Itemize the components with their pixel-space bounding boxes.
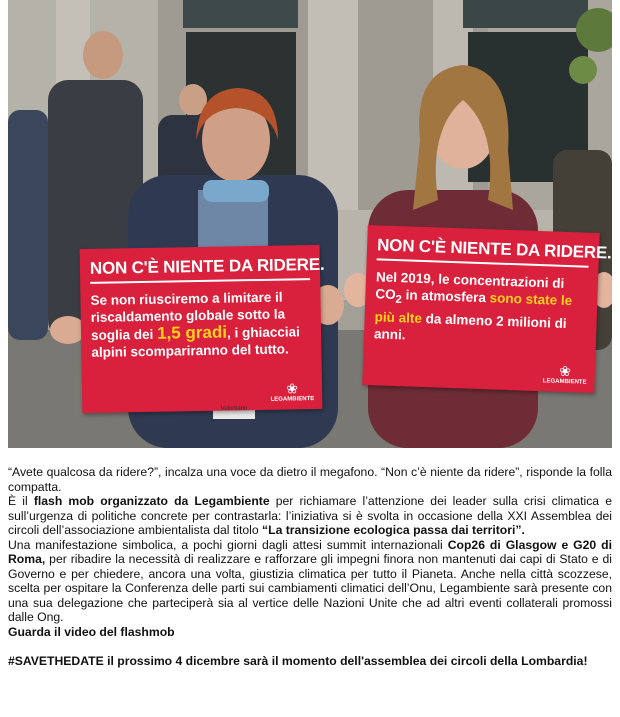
protest-sign-left [80,245,323,413]
save-the-date [8,654,612,669]
sign-message [374,268,588,349]
video-link[interactable] [8,625,612,640]
text-run: Una manifestazione simbolica, a pochi giorni dagli attesi summit internazionali [8,537,448,552]
sign-title: NON C'È NIENTE DA RIDERE. [377,235,590,267]
article-paragraph-summit [8,538,612,625]
sign-text-part: Nel 2019, le concentrazioni di CO [375,269,565,303]
text-run-bold: flash mob organizzato da Legambiente [33,494,270,508]
sign-text-part: , i ghiacciai alpini scompariranno del tutto. [91,324,300,360]
legambiente-logo [270,381,314,404]
article-photo [8,0,612,448]
sign-text-part: Se non riusciremo a limitare il riscaldamento globale sotto la soglia dei [90,289,286,343]
article-body [8,465,612,668]
text-run-bold: Cop26 di Glasgow e G20 di Roma, [8,537,612,566]
sign-message [90,288,311,361]
sign-subscript: 2 [395,293,402,306]
protest-sign-right [362,225,612,393]
text-run: per richiamare l’attenzione dei leader sulla crisi climatica e sull’urgenza di politiche concrete per contrastarla: l’iniziativa si è svolta in occasione della XXI Assemblea dei circoli dell’associazione ambientalista dal titolo [8,494,612,537]
legambiente-logo-icon: ❀ [558,362,572,380]
sign-text-part: in atmosfera [401,287,490,306]
legambiente-logo-icon: ❀ [286,380,299,397]
video-link-label[interactable]: Guarda il video del flashmob [8,624,175,639]
sign-title: NON C'È NIENTE DA RIDERE. [90,255,310,284]
volunteer-badge: Volontario [220,406,248,412]
logo-text: LEGAMBIENTE [542,378,587,386]
sign-highlight: sono state le più alte [374,290,573,326]
sign-text-part: da almeno 2 milioni di anni. [373,310,567,343]
text-run-bold: “La transizione ecologica passa dai territori”. [262,523,525,537]
legambiente-logo [543,363,587,387]
paragraph-spacer [8,639,612,654]
article-paragraph-flashmob [8,494,612,538]
article-paragraph-intro: “Avete qualcosa da ridere?”, incalza una voce da dietro il megafono. “Non c’è niente da ridere”, risponde la folla compatta. [8,465,612,494]
save-the-date-text: #SAVETHEDATE il prossimo 4 dicembre sarà il momento dell'assemblea dei circoli della Lombardia! [8,653,588,668]
sign-highlight: 1,5 gradi [156,322,228,343]
text-run: È il [8,494,34,508]
text-run: per ribadire la necessità di realizzare e rafforzare gli impegni finora non mantenuti dai capi di Stato e di Governo e per chiedere, ancora una volta, giustizia climatica per tutto il Pianeta. Anche nella città scozzese, scelta per ospitare la Conferenza delle parti sui cambiamenti climatici dell’Onu, Legambiente sarà presente con una sua delegazione che parteciperà sia al vertice delle Nazioni Unite che ad altri eventi collaterali promossi dalle Ong. [8,552,612,624]
logo-text: LEGAMBIENTE [270,396,315,403]
